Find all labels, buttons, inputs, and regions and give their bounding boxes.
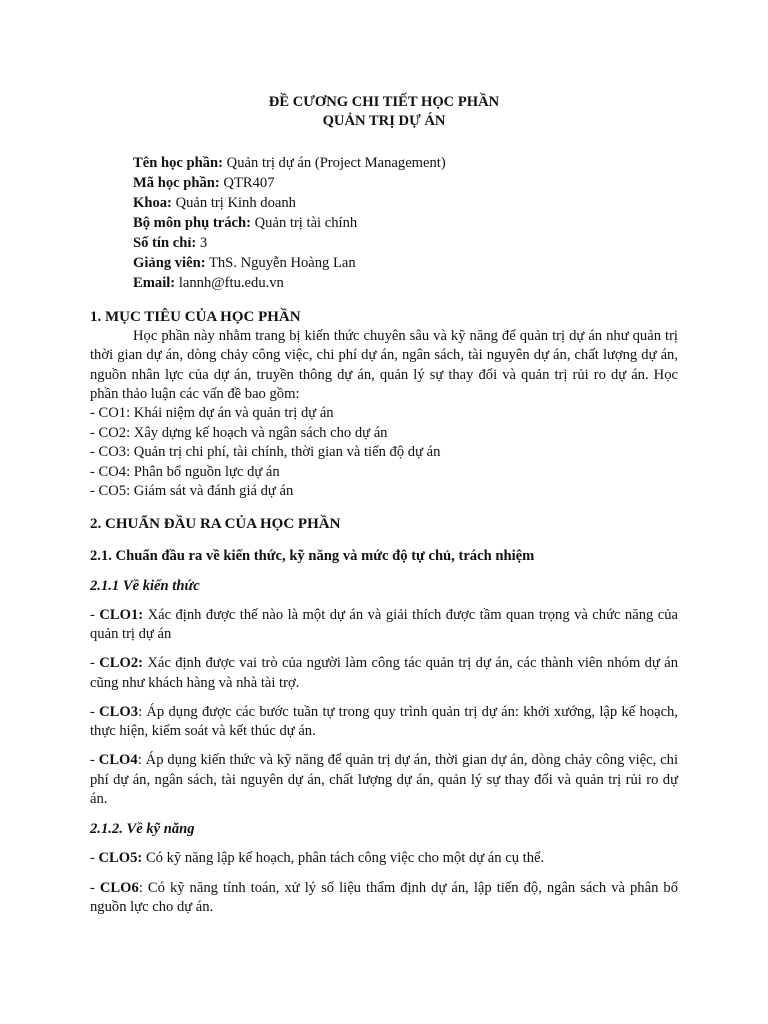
meta-label: Giảng viên:	[133, 255, 206, 271]
course-meta	[90, 153, 678, 293]
clo-prefix: -	[90, 752, 99, 769]
clo-item	[90, 879, 678, 918]
meta-course-code	[133, 173, 678, 193]
list-item: - CO1: Khái niệm dự án và quản trị dự án	[90, 405, 334, 422]
meta-label: Email:	[133, 275, 176, 291]
section2-heading: 2. CHUẨN ĐẦU RA CỦA HỌC PHẦN	[90, 515, 341, 532]
meta-value: QTR407	[219, 175, 275, 191]
meta-label: Mã học phần:	[133, 175, 220, 191]
meta-value: Quản trị tài chính	[250, 215, 358, 231]
clo-prefix: -	[90, 606, 100, 623]
list-item: - CO4: Phân bổ nguồn lực dự án	[90, 463, 280, 480]
section1-heading: 1. MỤC TIÊU CỦA HỌC PHẦN	[90, 309, 301, 325]
section2-1-heading: 2.1. Chuẩn đầu ra về kiến thức, kỹ năng và mức độ tự chủ, trách nhiệm	[90, 547, 535, 564]
list-item: - CO5: Giám sát và đánh giá dự án	[90, 483, 294, 500]
clo-prefix: -	[90, 879, 100, 896]
meta-value: 3	[196, 235, 208, 251]
meta-lecturer	[133, 253, 678, 273]
meta-label: Tên học phần:	[133, 155, 224, 171]
clo-code: CLO1:	[99, 606, 144, 623]
meta-label: Khoa:	[133, 195, 172, 211]
document-title-line2: QUẢN TRỊ DỰ ÁN	[322, 113, 446, 129]
list-item: - CO3: Quản trị chi phí, tài chính, thời gian và tiến độ dự án	[90, 444, 441, 461]
meta-value: Quản trị dự án (Project Management)	[223, 155, 446, 171]
clo-text: Xác định được thế nào là một dự án và giải thích được tầm quan trọng và chức năng của quản trị dự án	[90, 606, 679, 642]
meta-value: Quản trị Kinh doanh	[171, 195, 296, 211]
clo-text: : Áp dụng kiến thức và kỹ năng để quản trị dự án, thời gian dự án, dòng chảy công việc, chi phí dự án, ngân sách, tài nguyên dự án, chất lượng dự án, quản lý sự thay đổi và quản trị rủi ro dự án.	[90, 752, 678, 808]
document-body	[90, 93, 678, 917]
clo-prefix: -	[90, 655, 100, 672]
clo-code: CLO6	[99, 879, 139, 896]
knowledge-heading: 2.1.1 Về kiến thức	[90, 577, 200, 594]
document-title-line1: ĐỀ CƯƠNG CHI TIẾT HỌC PHẦN	[268, 94, 500, 110]
meta-department	[133, 213, 678, 233]
list-item: - CO2: Xây dựng kế hoạch và ngân sách cho dự án	[90, 424, 388, 441]
meta-value: lannh@ftu.edu.vn	[175, 275, 284, 291]
section1-paragraph: Học phần này nhằm trang bị kiến thức chuyên sâu và kỹ năng để quản trị dự án như quản trị thời gian dự án, dòng chảy công việc, chi phí dự án, ngân sách, tài nguyên dự án, chất lượng dự án, nguồn nhân lực của dự án, truyền thông dự án, quản lý sự thay đổi và quản trị rủi ro dự án. Học phần thảo luận các vấn đề bao gồm:	[90, 328, 678, 402]
objective-list	[90, 404, 678, 502]
clo-code: CLO5:	[98, 850, 143, 867]
meta-faculty	[133, 193, 678, 213]
clo-text: Có kỹ năng lập kế hoạch, phân tách công việc cho một dự án cụ thể.	[142, 850, 545, 867]
clo-item	[90, 654, 678, 693]
skills-heading: 2.1.2. Về kỹ năng	[90, 821, 195, 838]
clo-item	[90, 849, 678, 868]
meta-label: Bộ môn phụ trách:	[133, 215, 251, 231]
clo-text: : Áp dụng được các bước tuần tự trong quy trình quản trị dự án: khởi xướng, lập kế hoạch, thực hiện, kiểm soát và kết thúc dự án.	[90, 703, 678, 740]
meta-value: ThS. Nguyễn Hoàng Lan	[205, 255, 356, 271]
clo-code: CLO4	[98, 752, 138, 769]
clo-text: : Có kỹ năng tính toán, xử lý số liệu thẩm định dự án, lập tiến độ, ngân sách và phân bổ nguồn lực cho dự án.	[90, 879, 678, 915]
meta-credits	[133, 233, 678, 253]
clo-prefix: -	[90, 850, 99, 867]
clo-item	[90, 703, 678, 742]
clo-item	[90, 606, 678, 645]
meta-email	[133, 273, 678, 293]
clo-code: CLO2:	[99, 655, 143, 672]
meta-label: Số tín chỉ:	[133, 235, 197, 251]
clo-text: Xác định được vai trò của người làm công tác quản trị dự án, các thành viên nhóm dự án cũng như khách hàng và nhà tài trợ.	[90, 655, 678, 691]
clo-code: CLO3	[99, 703, 139, 720]
clo-prefix: -	[90, 703, 100, 720]
meta-course-name	[133, 153, 678, 173]
clo-item	[90, 751, 678, 809]
